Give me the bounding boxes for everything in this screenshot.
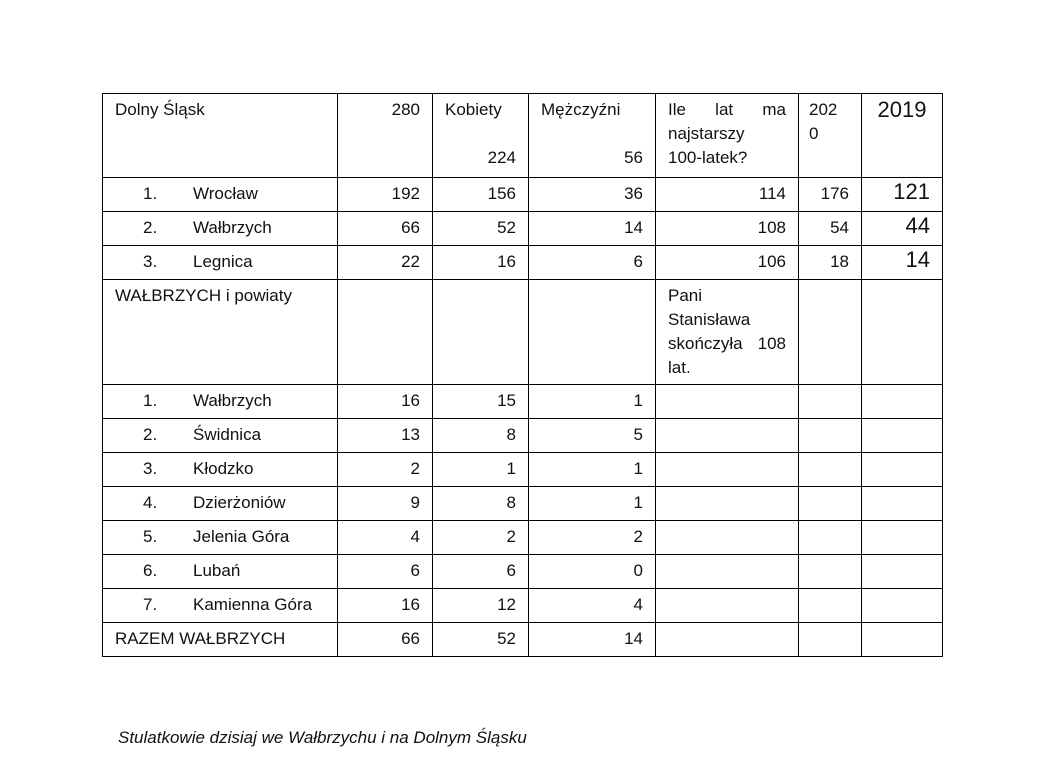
empty-cell <box>862 555 943 589</box>
table-row <box>103 487 943 521</box>
county-name: Kamienna Góra <box>193 595 313 614</box>
row-number: 2. <box>143 218 158 237</box>
empty-cell <box>862 623 943 657</box>
empty-cell <box>862 419 943 453</box>
empty-cell <box>656 385 799 419</box>
county-name: Jelenia Góra <box>193 527 290 546</box>
empty-cell <box>656 487 799 521</box>
total-cell: 2 <box>338 453 433 487</box>
note-line1: Pani <box>668 286 703 305</box>
county-cell <box>103 453 338 487</box>
men-cell: 1 <box>529 385 656 419</box>
total-cell: 22 <box>338 246 433 280</box>
county-cell <box>103 589 338 623</box>
table-caption: Stulatkowie dzisiaj we Wałbrzychu i na Dolnym Śląsku <box>118 728 527 747</box>
women-cell: 1 <box>433 453 529 487</box>
empty-cell <box>799 280 862 385</box>
table-row <box>103 419 943 453</box>
men-cell: 6 <box>529 246 656 280</box>
row-number: 1. <box>143 391 158 410</box>
row-number: 7. <box>143 595 158 614</box>
total-header-cell <box>338 94 433 178</box>
row-number: 3. <box>143 459 158 478</box>
region-total: 280 <box>391 100 420 119</box>
row-number: 2. <box>143 425 158 444</box>
row-number: 5. <box>143 527 158 546</box>
table-row <box>103 589 943 623</box>
centenarians-table <box>102 93 943 657</box>
row-number: 6. <box>143 561 158 580</box>
oldest-cell: 108 <box>656 212 799 246</box>
table-header-row <box>103 94 943 178</box>
oldest-cell: 114 <box>656 178 799 212</box>
table-row <box>103 178 943 212</box>
county-cell <box>103 487 338 521</box>
women-cell: 16 <box>433 246 529 280</box>
county-name: Kłodzko <box>193 459 254 478</box>
empty-cell <box>656 521 799 555</box>
empty-cell <box>799 555 862 589</box>
summary-total-cell: 66 <box>338 623 433 657</box>
men-cell: 36 <box>529 178 656 212</box>
row-number: 1. <box>143 184 158 203</box>
subheader-title-cell <box>103 280 338 385</box>
empty-cell <box>862 487 943 521</box>
county-name: Wałbrzych <box>193 391 272 410</box>
empty-cell <box>862 453 943 487</box>
empty-cell <box>799 589 862 623</box>
total-cell: 192 <box>338 178 433 212</box>
women-cell: 156 <box>433 178 529 212</box>
women-cell: 8 <box>433 419 529 453</box>
men-cell: 2 <box>529 521 656 555</box>
oldest-header-cell <box>656 94 799 178</box>
year-2020-cell: 18 <box>799 246 862 280</box>
city-name: Wałbrzych <box>193 218 272 237</box>
empty-cell <box>799 453 862 487</box>
county-cell <box>103 521 338 555</box>
men-cell: 1 <box>529 453 656 487</box>
row-number: 4. <box>143 493 158 512</box>
total-cell: 9 <box>338 487 433 521</box>
oldest-question-line3: 100-latek? <box>668 148 748 167</box>
table-row <box>103 453 943 487</box>
note-line4: lat. <box>668 358 691 377</box>
empty-cell <box>656 419 799 453</box>
total-cell: 16 <box>338 385 433 419</box>
men-cell: 14 <box>529 212 656 246</box>
year-2019-header-cell <box>862 94 943 178</box>
empty-cell <box>799 487 862 521</box>
empty-cell <box>656 453 799 487</box>
men-cell: 1 <box>529 487 656 521</box>
summary-men-cell: 14 <box>529 623 656 657</box>
county-cell <box>103 555 338 589</box>
city-name: Legnica <box>193 252 253 271</box>
men-cell: 0 <box>529 555 656 589</box>
women-cell: 12 <box>433 589 529 623</box>
empty-cell <box>656 589 799 623</box>
summary-women-cell: 52 <box>433 623 529 657</box>
total-cell: 66 <box>338 212 433 246</box>
women-cell: 52 <box>433 212 529 246</box>
subheader-row <box>103 280 943 385</box>
women-total: 224 <box>487 148 516 167</box>
region-header-cell <box>103 94 338 178</box>
summary-label-cell <box>103 623 338 657</box>
year-2019-cell: 14 <box>862 246 943 280</box>
year-2019-label: 2019 <box>877 97 927 122</box>
year-2020-cell: 54 <box>799 212 862 246</box>
empty-cell <box>799 521 862 555</box>
empty-cell <box>338 280 433 385</box>
empty-cell <box>799 385 862 419</box>
women-cell: 6 <box>433 555 529 589</box>
year-2019-cell: 44 <box>862 212 943 246</box>
table-row <box>103 521 943 555</box>
year-2019-cell: 121 <box>862 178 943 212</box>
total-cell: 6 <box>338 555 433 589</box>
empty-cell <box>433 280 529 385</box>
county-cell <box>103 385 338 419</box>
note-cell <box>656 280 799 385</box>
city-cell <box>103 246 338 280</box>
county-cell <box>103 419 338 453</box>
women-label: Kobiety <box>445 100 502 119</box>
men-label: Mężczyźni <box>541 100 621 119</box>
empty-cell <box>799 419 862 453</box>
county-name: Świdnica <box>193 425 262 444</box>
men-cell: 4 <box>529 589 656 623</box>
table-row <box>103 555 943 589</box>
subheader-title: WAŁBRZYCH i powiaty <box>115 286 292 305</box>
table-row <box>103 385 943 419</box>
year-2020-line2: 0 <box>809 124 819 143</box>
women-cell: 2 <box>433 521 529 555</box>
empty-cell <box>862 521 943 555</box>
empty-cell <box>529 280 656 385</box>
oldest-question-line1: Ile lat ma <box>668 100 786 119</box>
oldest-question-line2: najstarszy <box>668 124 745 143</box>
year-2020-header-cell <box>799 94 862 178</box>
men-cell: 5 <box>529 419 656 453</box>
city-cell <box>103 212 338 246</box>
row-number: 3. <box>143 252 158 271</box>
year-2020-line1: 202 <box>809 100 838 119</box>
note-line2: Stanisława <box>668 310 751 329</box>
empty-cell <box>862 589 943 623</box>
men-header-cell <box>529 94 656 178</box>
oldest-cell: 106 <box>656 246 799 280</box>
men-total: 56 <box>624 148 643 167</box>
city-cell <box>103 178 338 212</box>
women-header-cell <box>433 94 529 178</box>
women-cell: 15 <box>433 385 529 419</box>
empty-cell <box>656 623 799 657</box>
empty-cell <box>656 555 799 589</box>
year-2020-cell: 176 <box>799 178 862 212</box>
county-name: Dzierżoniów <box>193 493 286 512</box>
summary-row <box>103 623 943 657</box>
empty-cell <box>862 385 943 419</box>
note-line3: skończyła 108 <box>668 334 786 353</box>
total-cell: 16 <box>338 589 433 623</box>
total-cell: 4 <box>338 521 433 555</box>
total-cell: 13 <box>338 419 433 453</box>
county-name: Lubań <box>193 561 241 580</box>
empty-cell <box>862 280 943 385</box>
region-title: Dolny Śląsk <box>115 100 205 119</box>
women-cell: 8 <box>433 487 529 521</box>
table-row <box>103 212 943 246</box>
city-name: Wrocław <box>193 184 258 203</box>
empty-cell <box>799 623 862 657</box>
summary-label: RAZEM WAŁBRZYCH <box>115 629 286 648</box>
table-row <box>103 246 943 280</box>
